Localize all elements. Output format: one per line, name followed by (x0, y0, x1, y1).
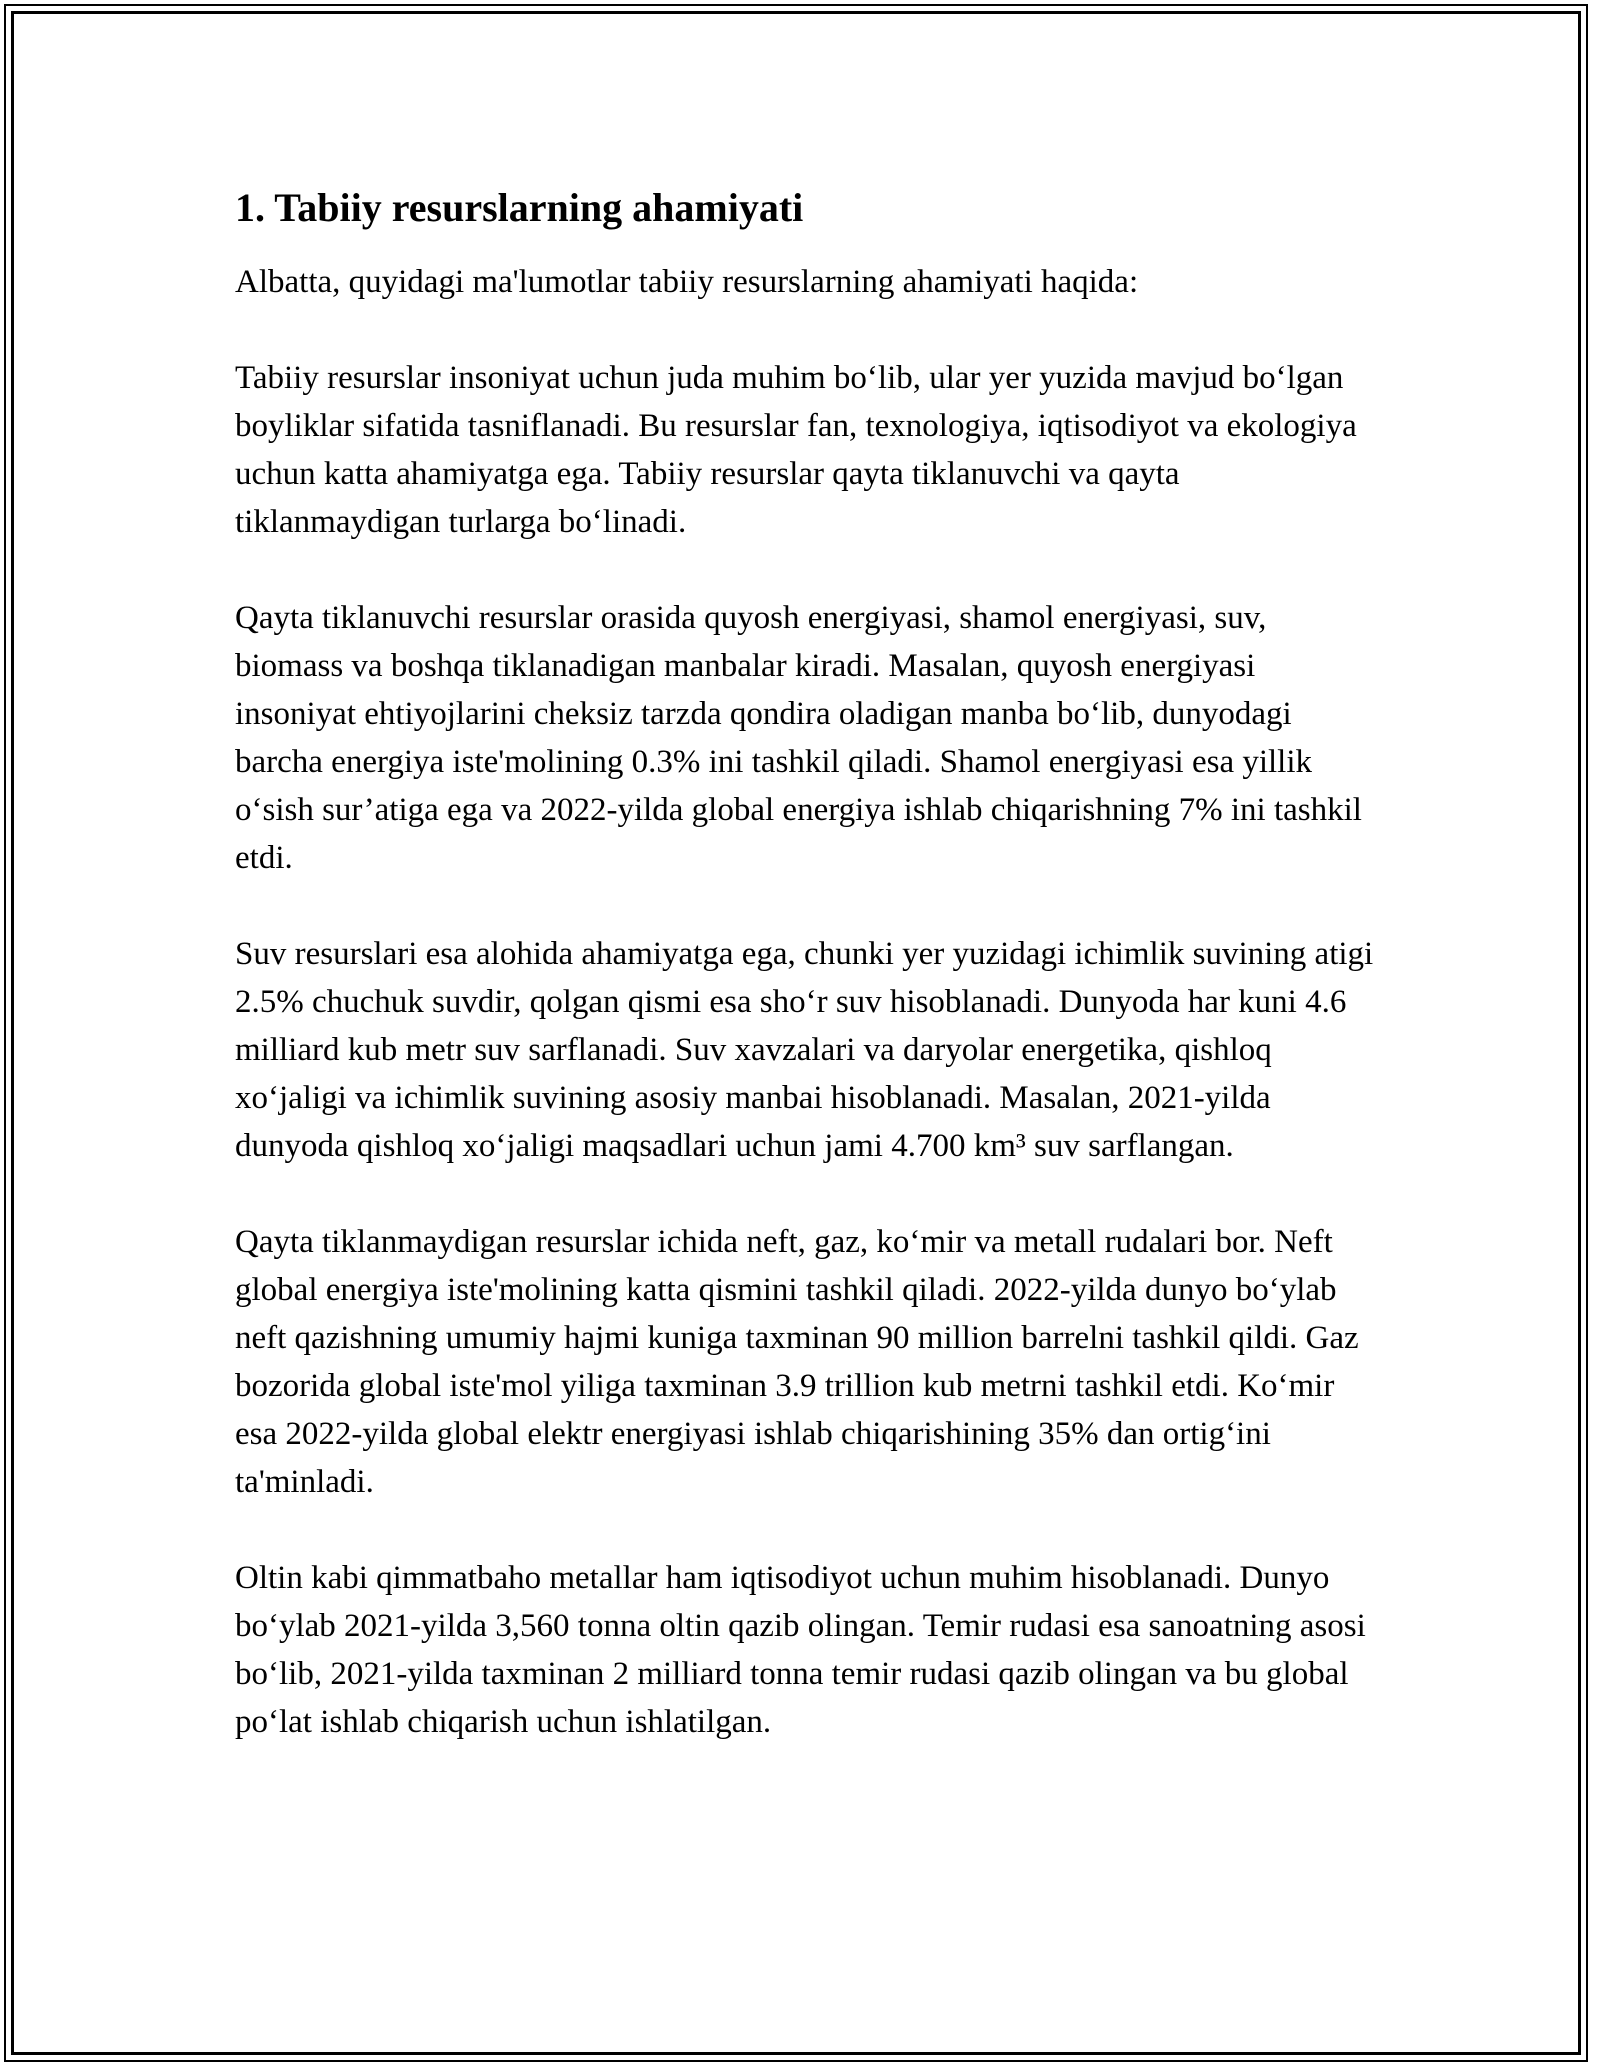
intro-paragraph: Albatta, quyidagi ma'lumotlar tabiiy resurslarning ahamiyati haqida: (235, 264, 1139, 300)
document-body (235, 180, 1375, 1794)
paragraph-water: Suv resurslari esa alohida ahamiyatga ega, chunki yer yuzidagi ichimlik suvining atigi 2.5% chuchuk suvdir, qolgan qismi esa sho‘r suv hisoblanadi. Dunyoda har kuni 4.6 milliard kub metr suv sarflanadi. Suv xavzalari va daryolar energetika, qishloq xo‘jaligi va ichimlik suvining asosiy manbai hisoblanadi. Masalan, 2021-yilda dunyoda qishloq xo‘jaligi maqsadlari uchun jami 4.700 km³ suv sarflangan. (235, 936, 1374, 1164)
paragraph-renewable: Qayta tiklanuvchi resurslar orasida quyosh energiyasi, shamol energiyasi, suv, biomass va boshqa tiklanadigan manbalar kiradi. Masalan, quyosh energiyasi insoniyat ehtiyojlarini cheksiz tarzda qondira oladigan manba bo‘lib, dunyodagi barcha energiya iste'molining 0.3% ini tashkil qiladi. Shamol energiyasi esa yillik o‘sish sur’atiga ega va 2022-yilda global energiya ishlab chiqarishning 7% ini tashkil etdi. (235, 600, 1362, 876)
paragraph-metals: Oltin kabi qimmatbaho metallar ham iqtisodiyot uchun muhim hisoblanadi. Dunyo bo‘ylab 2021-yilda 3,560 tonna oltin qazib olingan. Temir rudasi esa sanoatning asosi bo‘lib, 2021-yilda taxminan 2 milliard tonna temir rudasi qazib olingan va bu global po‘lat ishlab chiqarish uchun ishlatilgan. (235, 1560, 1366, 1740)
section-title: 1. Tabiiy resurslarning ahamiyati (235, 185, 804, 230)
paragraph-overview: Tabiiy resurslar insoniyat uchun juda muhim bo‘lib, ular yer yuzida mavjud bo‘lgan boyliklar sifatida tasniflanadi. Bu resurslar fan, texnologiya, iqtisodiyot va ekologiya uchun katta ahamiyatga ega. Tabiiy resurslar qayta tiklanuvchi va qayta tiklanmaydigan turlarga bo‘linadi. (235, 360, 1357, 540)
paragraph-nonrenewable: Qayta tiklanmaydigan resurslar ichida neft, gaz, ko‘mir va metall rudalari bor. Neft global energiya iste'molining katta qismini tashkil qiladi. 2022-yilda dunyo bo‘ylab neft qazishning umumiy hajmi kuniga taxminan 90 million barrelni tashkil qildi. Gaz bozorida global iste'mol yiliga taxminan 3.9 trillion kub metrni tashkil etdi. Ko‘mir esa 2022-yilda global elektr energiyasi ishlab chiqarishining 35% dan ortig‘ini ta'minladi. (235, 1224, 1359, 1500)
